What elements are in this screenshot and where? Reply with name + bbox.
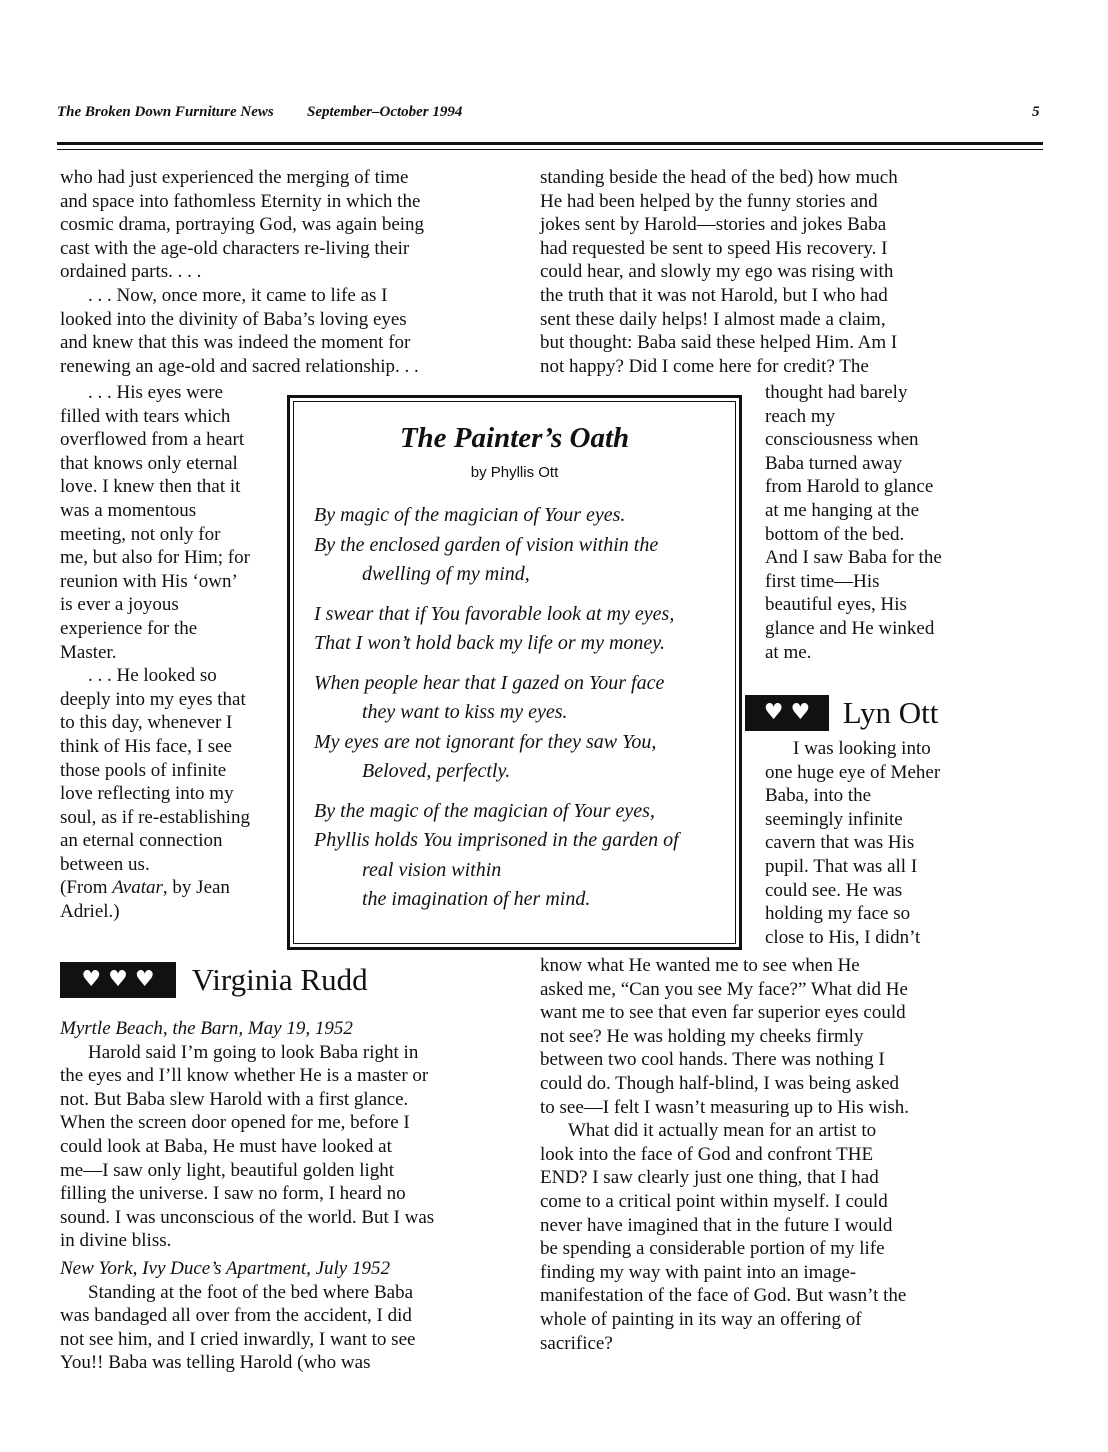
publication-title: The Broken Down Furniture News xyxy=(57,104,274,120)
page-number: 5 xyxy=(1032,104,1040,120)
poem-line: I swear that if You favorable look at my eyes, xyxy=(314,602,675,625)
poem-line: By the enclosed garden of vision within the xyxy=(314,533,659,556)
column-1-quote: . . . His eyes were filled with tears which overflowed from a heart that knows only eternal love. I knew then that it was a momentous meeting, not only for me, but also for Him; for reunion with His ‘own’ is ever a joyous experience for the Master. . . . He looked so deeply into my eyes that to this day, whenever I think of His face, I see those pools of infinite love reflecting into my soul, as if re-establishing an eternal connection between us. (From Avatar, by Jean Adriel.) xyxy=(60,382,250,923)
dateline: New York, Ivy Duce’s Apartment, July 1952 xyxy=(60,1257,390,1279)
heart-icon: ♥ ♥ ♥ xyxy=(60,962,176,998)
poem-line: they want to kiss my eyes. xyxy=(362,701,568,723)
lyn-ott-narrow: I was looking into one huge eye of Meher Baba, into the seemingly infinite cavern that was His pupil. That was all I could see. He was holding my face so close to His, I didn’t xyxy=(765,738,941,948)
header-rule-thick xyxy=(57,142,1043,145)
poem-line: Phyllis holds You imprisoned in the garden of xyxy=(314,829,679,851)
issue-date: September–October 1994 xyxy=(307,104,463,120)
header-rule-thin xyxy=(57,149,1043,150)
poem-title: The Painter’s Oath xyxy=(399,422,630,454)
poem-body xyxy=(314,501,679,915)
virginia-rudd-body: Myrtle Beach, the Barn, May 19, 1952 Harold said I’m going to look Baba right in the eyes and I’ll know whether He is a master or not. But Baba slew Harold with a first glance. When the screen door opened for me, before I could look at Baba, He must have looked at me—I saw only light, beautiful golden light filling the universe. I saw no form, I heard no sound. I was unconscious of the world. But I was in divine bliss. New York, Ivy Duce’s Apartment, July 1952 Standing at the foot of the bed where Baba was bandaged all over from the accident, I did not see him, and I cried inwardly, I want to see You!! Baba was telling Harold (who was xyxy=(60,1018,435,1374)
poem-byline: by Phyllis Ott xyxy=(470,464,559,481)
poem-line: That I won’t hold back my life or my money. xyxy=(314,632,666,654)
column-1-intro: who had just experienced the merging of time and space into fathomless Eternity in which the cosmic drama, portraying God, was again being cast with the age-old characters re-living their ordained parts. . . . . . . Now, once more, it came to life as I looked into the divinity of Baba’s loving eyes and knew that this was indeed the moment for renewing an age-old and sacred relationship. . . xyxy=(60,167,425,377)
heart-icon: ♥ ♥ xyxy=(745,695,829,731)
lyn-ott-body: know what He wanted me to see when He asked me, “Can you see My face?” What did He want me to see that even far superior eyes could not see? He was holding my cheeks firmly between two cool hands. There was nothing I could do. Though half-blind, I was being asked to see—I felt I wasn’t measuring up to His wish. What did it actually mean for an artist to look into the face of God and confront THE END? I saw clearly just one thing, that I had come to a critical point within myself. I could never have imagined that in the future I would be spending a considerable portion of my life finding my way with paint into an image- manifestation of the face of God. But wasn’t the whole of painting in its way an offering of sacrifice? xyxy=(540,955,910,1354)
column-2-narrow: thought had barely reach my consciousness when Baba turned away from Harold to glance at me hanging at the bottom of the bed. And I saw Baba for the first time—His beautiful eyes, His glance and He winked at me. xyxy=(765,382,942,663)
poem-line: dwelling of my mind, xyxy=(362,563,530,585)
poem-line: real vision within xyxy=(362,858,502,881)
poem-line: Beloved, perfectly. xyxy=(362,760,511,782)
poem-line: When people hear that I gazed on Your face xyxy=(314,671,665,694)
dateline: Myrtle Beach, the Barn, May 19, 1952 xyxy=(60,1018,353,1039)
section-heading-virginia-rudd: ♥ ♥ ♥ Virginia Rudd xyxy=(60,959,368,998)
section-heading-lyn-ott: ♥ ♥ Lyn Ott xyxy=(745,692,938,731)
citation: (From Avatar, by Jean xyxy=(60,877,230,899)
column-2-intro: standing beside the head of the bed) how much He had been helped by the funny stories and jokes sent by Harold—stories and jokes Baba had requested be sent to speed His recovery. I could hear, and slowly my ego was rising with the truth that it was not Harold, but I who had sent these daily helps! I almost made a claim, but thought: Baba said these helped Him. Am I not happy? Did I come here for credit? The xyxy=(540,167,898,377)
poem-line: My eyes are not ignorant for they saw You, xyxy=(314,730,657,753)
poem-line: By the magic of the magician of Your eyes, xyxy=(314,799,655,822)
poem-line: the imagination of her mind. xyxy=(362,888,591,910)
poem-line: By magic of the magician of Your eyes. xyxy=(314,504,626,526)
